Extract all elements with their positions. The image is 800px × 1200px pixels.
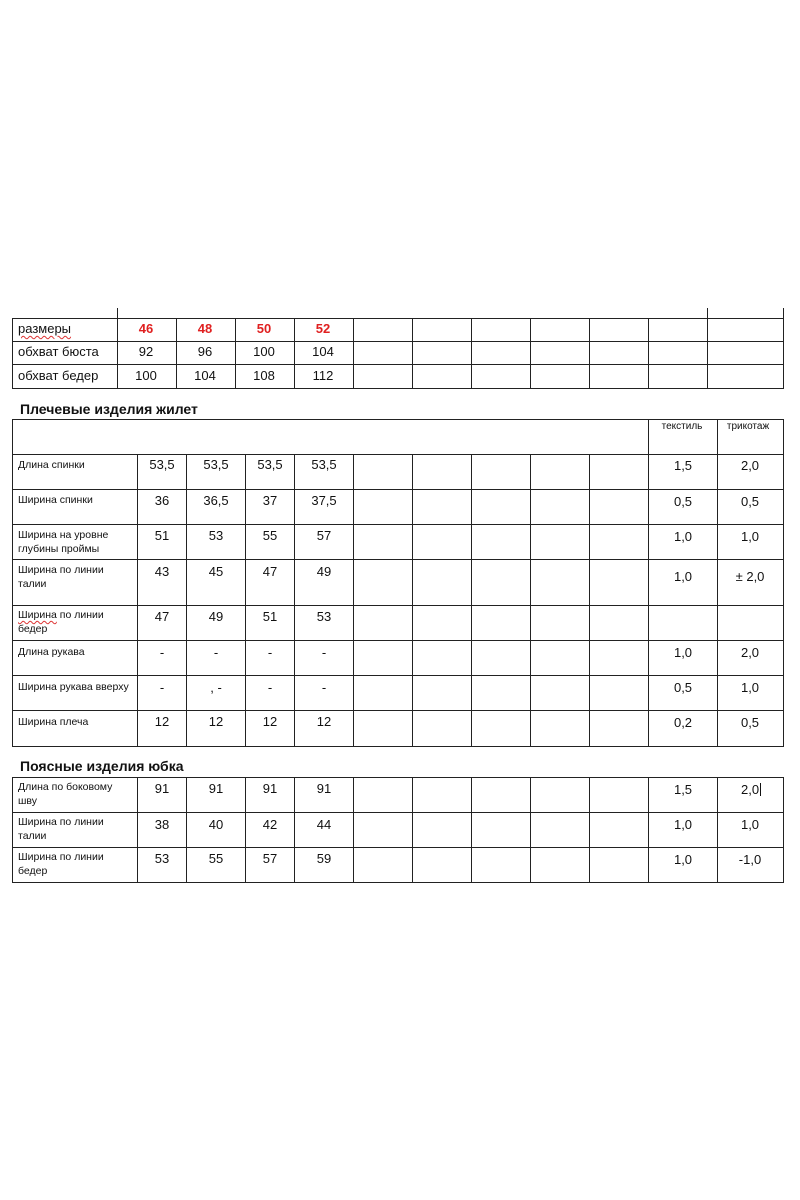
row-label: Ширина рукава вверху xyxy=(18,681,129,693)
tolerance-textile: 0,5 xyxy=(673,680,693,695)
size-value: 46 xyxy=(138,321,154,336)
cell-value: 12 xyxy=(316,714,332,729)
grid-line xyxy=(530,454,531,747)
tolerance-textile: 1,5 xyxy=(673,782,693,797)
row-label xyxy=(18,608,122,636)
cell-value: 53 xyxy=(208,528,224,543)
row-label: Ширина спинки xyxy=(18,494,93,506)
grid-line xyxy=(12,675,784,676)
grid-line xyxy=(353,454,354,747)
cell-value: - xyxy=(321,645,327,660)
tolerance-knit: 2,0 xyxy=(740,645,760,660)
grid-line xyxy=(12,318,784,319)
cell-value: 49 xyxy=(208,609,224,624)
row-label: Ширина по линии бедер xyxy=(18,851,104,878)
cell-value: 51 xyxy=(154,528,170,543)
grid-line xyxy=(12,847,784,848)
grid-line xyxy=(294,454,295,747)
grid-line xyxy=(12,777,13,883)
cell-value: 91 xyxy=(154,781,170,796)
grid-line xyxy=(12,364,784,365)
grid-line xyxy=(471,777,472,883)
grid-line xyxy=(12,419,13,747)
grid-line xyxy=(186,454,187,747)
grid-line xyxy=(117,318,118,389)
vest-section-title: Плечевые изделия жилет xyxy=(20,401,198,417)
grid-line xyxy=(137,454,138,747)
hips-value: 100 xyxy=(135,368,157,383)
hips-value: 108 xyxy=(253,368,275,383)
cell-value: 43 xyxy=(154,564,170,579)
tolerance-textile: 1,5 xyxy=(673,458,693,473)
grid-line xyxy=(12,524,784,525)
cell-value: 57 xyxy=(316,528,332,543)
tolerance-knit: 0,5 xyxy=(740,715,760,730)
grid-line xyxy=(589,777,590,883)
grid-line xyxy=(12,710,784,711)
hips-value: 104 xyxy=(194,368,216,383)
grid-line xyxy=(717,419,718,747)
tolerance-knit xyxy=(741,783,761,796)
grid-line xyxy=(12,388,784,389)
tolerance-knit: 1,0 xyxy=(740,680,760,695)
grid-line xyxy=(648,318,649,389)
grid-line xyxy=(294,318,295,389)
grid-line xyxy=(12,640,784,641)
tolerance-textile: 1,0 xyxy=(673,645,693,660)
grid-line xyxy=(353,318,354,389)
tolerance-textile: 1,0 xyxy=(673,569,693,584)
grid-line xyxy=(294,777,295,883)
cell-value: 36,5 xyxy=(203,493,229,508)
grid-line xyxy=(471,318,472,389)
grid-line xyxy=(245,777,246,883)
cell-value: 12 xyxy=(208,714,224,729)
grid-line xyxy=(12,419,784,420)
col-header-knit: трикотаж xyxy=(726,421,770,432)
skirt-section-title: Поясные изделия юбка xyxy=(20,758,184,774)
cell-value: 38 xyxy=(154,817,170,832)
grid-line xyxy=(783,419,784,747)
grid-line xyxy=(12,559,784,560)
tolerance-knit: 0,5 xyxy=(740,494,760,509)
cell-value: 12 xyxy=(262,714,278,729)
grid-line xyxy=(783,308,784,318)
size-value: 48 xyxy=(197,321,213,336)
row-label: Длина спинки xyxy=(18,459,85,471)
cell-value: 37 xyxy=(262,493,278,508)
grid-line xyxy=(12,318,13,389)
grid-line xyxy=(12,605,784,606)
cell-value: 57 xyxy=(262,851,278,866)
cell-value: 37,5 xyxy=(311,493,337,508)
cell-value: 47 xyxy=(154,609,170,624)
grid-line xyxy=(589,454,590,747)
grid-line xyxy=(412,318,413,389)
grid-line xyxy=(12,454,784,455)
grid-line xyxy=(648,419,649,747)
grid-line xyxy=(176,318,177,389)
cell-value: - xyxy=(321,680,327,695)
cell-value: - xyxy=(159,680,165,695)
cell-value: 55 xyxy=(208,851,224,866)
size-value: 50 xyxy=(256,321,272,336)
grid-line xyxy=(245,454,246,747)
cell-value: 91 xyxy=(262,781,278,796)
cell-value: - xyxy=(267,680,273,695)
cell-value: 53,5 xyxy=(311,457,337,472)
cell-value: 36 xyxy=(154,493,170,508)
cell-value: 47 xyxy=(262,564,278,579)
grid-line xyxy=(12,489,784,490)
grid-line xyxy=(530,318,531,389)
cell-value: - xyxy=(213,645,219,660)
cell-value: 59 xyxy=(316,851,332,866)
bust-value: 104 xyxy=(312,344,334,359)
grid-line xyxy=(589,318,590,389)
row-label: Ширина плеча xyxy=(18,716,89,728)
bust-value: 96 xyxy=(197,344,213,359)
cell-value: 40 xyxy=(208,817,224,832)
grid-line xyxy=(117,308,118,318)
row-label-part: Ширина xyxy=(18,609,57,621)
tolerance-textile: 1,0 xyxy=(673,817,693,832)
grid-line xyxy=(412,454,413,747)
grid-line xyxy=(707,318,708,389)
text-cursor xyxy=(760,783,761,796)
row-label-part: по линии бедер xyxy=(18,609,104,636)
grid-line xyxy=(12,341,784,342)
grid-line xyxy=(707,308,708,318)
cell-value: 53,5 xyxy=(203,457,229,472)
grid-line xyxy=(12,882,784,883)
tolerance-knit: 2,0 xyxy=(740,458,760,473)
grid-line xyxy=(12,746,784,747)
tolerance-knit-text: 2,0 xyxy=(741,782,760,797)
grid-line xyxy=(783,318,784,389)
cell-value: 42 xyxy=(262,817,278,832)
grid-line xyxy=(648,777,649,883)
cell-value: 53,5 xyxy=(257,457,283,472)
cell-value: - xyxy=(267,645,273,660)
size-value: 52 xyxy=(315,321,331,336)
cell-value: 55 xyxy=(262,528,278,543)
row-label-bust: обхват бюста xyxy=(18,344,99,359)
cell-value: 45 xyxy=(208,564,224,579)
cell-value: 53 xyxy=(316,609,332,624)
tolerance-knit: 1,0 xyxy=(740,529,760,544)
grid-line xyxy=(12,777,784,778)
row-label: Ширина по линии талии xyxy=(18,816,104,843)
grid-line xyxy=(471,454,472,747)
row-label-hips: обхват бедер xyxy=(18,368,99,383)
row-label: Ширина по линии талии xyxy=(18,564,104,591)
row-label: Длина рукава xyxy=(18,646,85,658)
grid-line xyxy=(235,318,236,389)
grid-line xyxy=(530,777,531,883)
tolerance-knit: ± 2,0 xyxy=(735,569,765,584)
tolerance-textile: 1,0 xyxy=(673,529,693,544)
grid-line xyxy=(412,777,413,883)
row-label: Длина по боковому шву xyxy=(18,781,113,808)
cell-value: 49 xyxy=(316,564,332,579)
cell-value: 53,5 xyxy=(149,457,175,472)
cell-value: 91 xyxy=(208,781,224,796)
tolerance-knit: 1,0 xyxy=(740,817,760,832)
cell-value: 51 xyxy=(262,609,278,624)
hips-value: 112 xyxy=(312,368,334,383)
grid-line xyxy=(783,777,784,883)
grid-line xyxy=(137,777,138,883)
cell-value: - xyxy=(159,645,165,660)
bust-value: 92 xyxy=(138,344,154,359)
tolerance-textile: 0,5 xyxy=(673,494,693,509)
cell-value: 44 xyxy=(316,817,332,832)
cell-value: 91 xyxy=(316,781,332,796)
tolerance-textile: 0,2 xyxy=(673,715,693,730)
grid-line xyxy=(186,777,187,883)
tolerance-knit: -1,0 xyxy=(738,852,762,867)
grid-line xyxy=(12,812,784,813)
cell-value: 53 xyxy=(154,851,170,866)
tolerance-textile: 1,0 xyxy=(673,852,693,867)
cell-value: 12 xyxy=(154,714,170,729)
grid-line xyxy=(353,777,354,883)
row-label-sizes: размеры xyxy=(18,321,72,336)
bust-value: 100 xyxy=(253,344,275,359)
cell-value: , - xyxy=(210,680,222,695)
col-header-textile: текстиль xyxy=(661,421,703,432)
grid-line xyxy=(717,777,718,883)
row-label: Ширина на уровне глубины проймы xyxy=(18,529,109,556)
